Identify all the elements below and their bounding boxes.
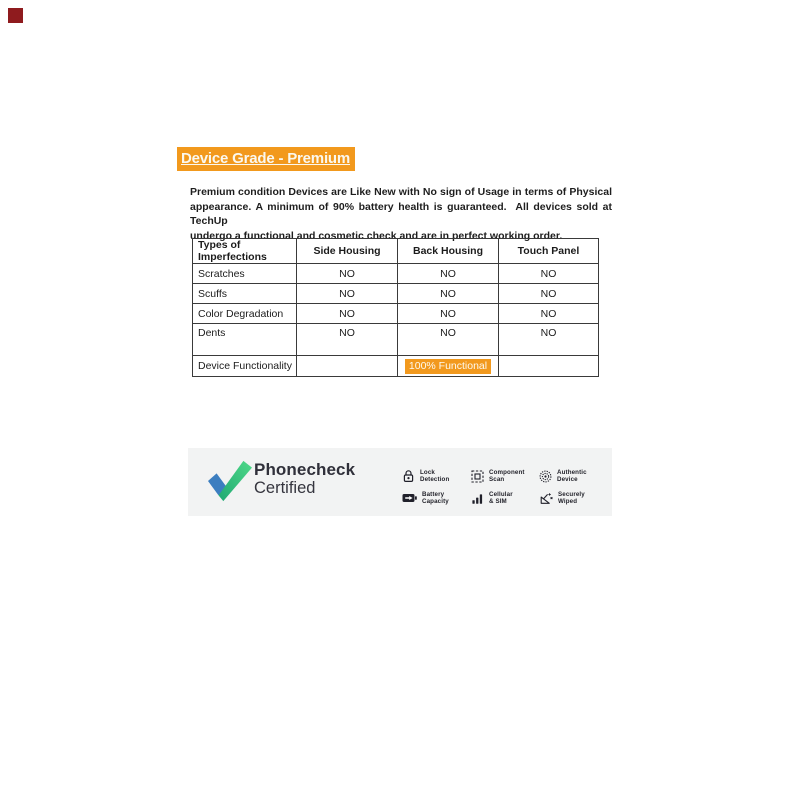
badge-securely-wiped [539, 487, 601, 509]
table-cell: NO [297, 284, 398, 304]
authentic-device-icon [539, 470, 552, 483]
description-line: appearance. A minimum of 90% battery health is guaranteed. All devices sold at TechUp [190, 200, 612, 228]
badge-component-scan [471, 465, 546, 487]
badge-line: Securely [558, 491, 585, 498]
table-row [193, 284, 599, 304]
table-row [193, 324, 599, 356]
table-cell: NO [398, 304, 499, 324]
badge-line: Component [489, 469, 525, 476]
badge-line: Lock [420, 469, 435, 476]
table-cell: NO [499, 284, 599, 304]
badge-line: Authentic [557, 469, 587, 476]
badge-label [557, 469, 587, 483]
column-header: Types of Imperfections [193, 239, 297, 264]
badge-line: Detection [420, 476, 450, 483]
phonecheck-checkmark-logo [208, 460, 252, 502]
row-label: Color Degradation [193, 304, 297, 324]
badge-line: & SIM [489, 498, 507, 505]
column-header: Back Housing [398, 239, 499, 264]
badge-label [558, 491, 585, 505]
brand-name: Phonecheck [254, 460, 356, 479]
row-label: Scuffs [193, 284, 297, 304]
table-cell [297, 356, 398, 377]
badge-line: Cellular [489, 491, 513, 498]
table-row [193, 264, 599, 284]
badge-line: Device [557, 476, 578, 483]
functionality-highlight: 100% Functional [405, 359, 491, 374]
badge-lock-detection [402, 465, 467, 487]
table-cell: NO [297, 264, 398, 284]
table-row-functionality [193, 356, 599, 377]
lock-icon [402, 469, 415, 483]
table-cell: NO [398, 284, 499, 304]
brand-subtitle: Certified [254, 479, 316, 497]
badge-line: Battery [422, 491, 445, 498]
table-cell: NO [499, 324, 599, 356]
table-cell: NO [499, 304, 599, 324]
badge-authentic-device [539, 465, 605, 487]
column-header: Touch Panel [499, 239, 599, 264]
table-row [193, 304, 599, 324]
badge-cellular-sim [471, 487, 527, 509]
badge-line: Scan [489, 476, 505, 483]
imperfections-table [192, 238, 599, 377]
component-scan-icon [471, 470, 484, 483]
table-cell: NO [398, 324, 499, 356]
row-label: Scratches [193, 264, 297, 284]
badge-label [489, 491, 513, 505]
column-header: Side Housing [297, 239, 398, 264]
row-label: Dents [193, 324, 297, 356]
phonecheck-brand [254, 461, 355, 497]
table-cell [398, 356, 499, 377]
table-header-row [193, 239, 599, 264]
table-cell: NO [398, 264, 499, 284]
page-title: Device Grade - Premium [177, 147, 355, 171]
description-line: undergo a functional and cosmetic check and are in perfect working order. [190, 229, 563, 242]
row-label: Device Functionality [193, 356, 297, 377]
badge-label [422, 491, 449, 505]
badge-label [420, 469, 449, 483]
badge-battery-capacity [402, 487, 465, 509]
phonecheck-certified-bar [188, 448, 612, 516]
corner-red-marker [8, 8, 23, 23]
description-line: Premium condition Devices are Like New with No sign of Usage in terms of Physical [190, 186, 612, 198]
badge-line: Wiped [558, 498, 578, 505]
badge-label [489, 469, 525, 483]
table-cell: NO [499, 264, 599, 284]
securely-wiped-icon [539, 492, 553, 505]
premium-description [190, 185, 612, 243]
badge-line: Capacity [422, 498, 449, 505]
battery-capacity-icon [402, 493, 417, 503]
table-cell: NO [297, 324, 398, 356]
cellular-sim-icon [471, 492, 484, 505]
table-cell: NO [297, 304, 398, 324]
table-cell [499, 356, 599, 377]
